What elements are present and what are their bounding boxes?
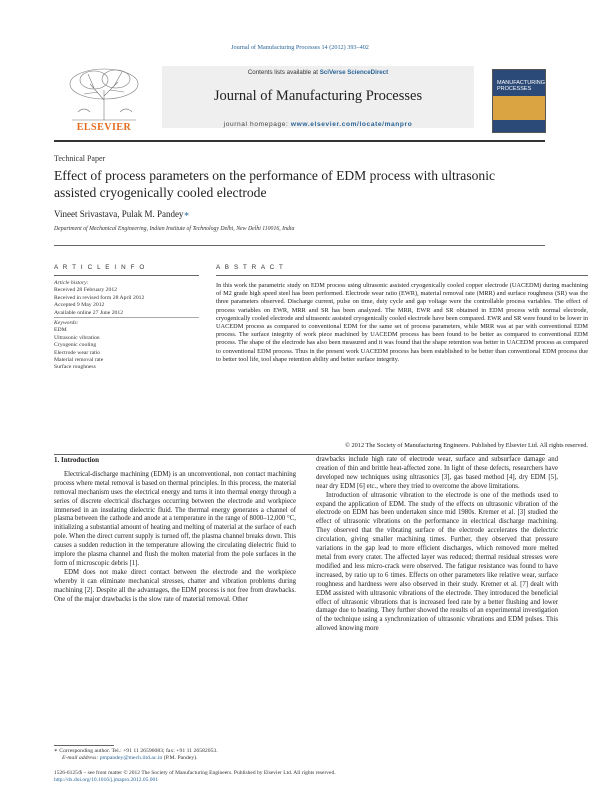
journal-reference: Journal of Manufacturing Processes 14 (2012) 393–402 xyxy=(231,44,369,51)
homepage-prefix: journal homepage: xyxy=(223,121,291,128)
page-footer xyxy=(54,770,554,784)
article-history xyxy=(54,280,204,317)
intro-paragraph: drawbacks include high rate of electrode wear, surface and subsurface damage and creation of thin and brittle heat-affected zone. In light of these defects, researchers have developed new techniques using ultrasonics [3], gas based method [4], dry EDM [5], near dry EDM [6] etc., where they tried to overcome the above limitations. xyxy=(316,456,558,490)
corresponding-author-mark[interactable]: ∗ xyxy=(183,209,190,219)
abstract-heading: A B S T R A C T xyxy=(216,264,285,271)
section-heading-introduction: 1. Introduction xyxy=(54,456,99,464)
issn-line: 1526-6125/$ – see front matter © 2012 The Society of Manufacturing Engineers. Published by Elsevier Ltd. All rights reserved. xyxy=(54,770,336,776)
author-names: Vineet Srivastava, Pulak M. Pandey xyxy=(54,209,184,219)
footnote xyxy=(54,748,304,762)
journal-header xyxy=(54,66,545,138)
email-link[interactable]: pmpandey@mech.iitd.ac.in xyxy=(99,755,163,761)
homepage-link[interactable]: www.elsevier.com/locate/manpro xyxy=(290,121,413,128)
email-line xyxy=(54,755,304,762)
abstract-bottom-rule xyxy=(54,454,545,455)
journal-title: Journal of Manufacturing Processes xyxy=(213,88,423,104)
keywords-label: Keywords: xyxy=(54,320,79,326)
elsevier-tree-logo xyxy=(54,66,154,128)
history-online: Available online 27 June 2012 xyxy=(54,309,124,316)
history-label: Article history: xyxy=(54,280,89,286)
keyword-item: Cryogenic cooling xyxy=(54,342,97,349)
journal-cover-thumbnail xyxy=(492,69,546,133)
keyword-item: EDM xyxy=(54,327,67,334)
contents-prefix: Contents lists available at xyxy=(247,69,320,76)
right-column xyxy=(316,456,558,634)
paper-type: Technical Paper xyxy=(54,154,106,163)
copyright: © 2012 The Society of Manufacturing Engineers. Published by Elsevier Ltd. All rights reserved. xyxy=(345,442,588,449)
intro-paragraph: Introduction of ultrasonic vibration to the electrode is one of the methods used to expand the application of EDM. The study of the effects on ultrasonic vibration of the electrode on EDM has been undertaken since mid 1980s. Kremer et al. [3] studied the effect of ultrasonic vibrations on the performance in electrical discharge machining. They observed that the vibrating surface of the electrode accelerates the dielectric circulation, giving smaller machining times. Further, they observed that pressure variations in the gap lead to more efficient discharges, which removed more melted metal from every crater. The affected layer was reduced; thermal residual stresses were modified and less micro-crack were observed. The fatigue resistance was found to have increased, by ratio up to 6 times. Effects on other parameters like relative wear, surface roughness and hardness were also observed in their study. Kremer et al. [7] dealt with EDM assisted with ultrasonic vibrations of the electrode. They introduced the beneficial effect of ultrasonic vibrations that is increased feed rate by a better flushing and lower damage due to heating. They further showed the results of an experimental investigation of the technique using a synchronization of ultrasonic vibrations and EDM pulses. This allowed knowing more xyxy=(316,491,558,633)
affiliation: Department of Mechanical Engineering, Indian Institute of Technology Delhi, New Delhi 110016, India xyxy=(54,226,295,232)
left-column xyxy=(54,456,296,605)
history-accepted: Accepted 9 May 2012 xyxy=(54,302,105,309)
contents-line xyxy=(162,69,474,76)
cover-band xyxy=(493,96,545,120)
keyword-item: Surface roughness xyxy=(54,364,96,371)
doi-link[interactable]: http://dx.doi.org/10.1016/j.jmapro.2012.05.001 xyxy=(54,777,158,783)
affiliation-rule xyxy=(54,245,545,246)
email-suffix: (P.M. Pandey). xyxy=(162,755,198,761)
keyword-item: Material removal rate xyxy=(54,357,104,364)
keywords-block xyxy=(54,320,204,372)
homepage-line xyxy=(162,121,474,128)
abstract-rule xyxy=(216,275,588,276)
keyword-item: Electrode wear ratio xyxy=(54,349,101,356)
article-info-rule xyxy=(54,275,199,276)
paper-title: Effect of process parameters on the performance of EDM process with ultrasonic assisted cryogenically cooled electrode xyxy=(54,168,496,200)
article-info-heading: A R T I C L E I N F O xyxy=(54,264,146,271)
keyword-item: Ultrasonic vibration xyxy=(54,334,100,341)
intro-paragraph: EDM does not make direct contact between the electrode and the workpiece whereby it can eliminate mechanical stresses, chatter and vibration problems during machining [2]. Despite all the advantages, the EDM process is not free from drawbacks. One of the major drawbacks is the slow rate of material removal. Other xyxy=(54,568,296,603)
footnote-rule xyxy=(54,745,114,746)
header-rule xyxy=(54,140,545,142)
corresponding-author-note: ∗ Corresponding author. Tel.: +91 11 26596083; fax: +91 11 26582053. xyxy=(54,748,218,754)
keywords-rule xyxy=(54,317,199,318)
abstract-text: In this work the parametric study on EDM process using ultrasonic assisted cryogenically cooled copper electrode (UACEDM) during machining of M2 grade high speed steel has been performed. Electrode wear ratio (EWR), material removal rate (MRR) and surface roughness (SR) was the three parameters observed. Discharge current, pulse on time, duty cycle and gap voltage were the controllable process variables. The effect of process variables on EWR, MRR and SR has been analyzed. The MRR, EWR and SR obtained in EDM process with normal electrode, cryogenically cooled electrode and ultrasonic assisted cryogenically cooled electrode have been compared. EWR and SR were found to be lower in UACEDM process as compared to conventional EDM for the same set of process parameters, while MRR was at par with conventional EDM process. The surface integrity of work piece machined by UACEDM process has been found to be better as compared to conventional EDM process. The shape of the electrode has also been measured and it was found that the shape retention was better in UACEDM process as compared to conventional EDM process. Thus in the present work UACEDM process has been established to be better than conventional EDM process due to better tool life, tool shape retention ability and better surface integrity. xyxy=(216,282,588,363)
cover-text: MANUFACTURING PROCESSES xyxy=(497,80,545,92)
email-label: E-mail address: xyxy=(62,755,100,761)
intro-paragraph: Electrical-discharge machining (EDM) is an unconventional, non contact machining process where metal removal is based on thermal principles. In this process, the material removal mechanism uses the electrical energy and turns it into thermal energy through a series of discrete electrical discharges occurring between the electrode and workpiece immersed in an insulating dielectric fluid. The thermal energy generates a channel of plasma between the cathode and anode at a temperature in the range of 8000–12,000 °C, initializing a substantial amount of heating and melting of material at the surface of each pole. When the direct current supply is turned off, the plasma channel breaks down. This causes a sudden reduction in the temperature allowing the circulating dielectric fluid to implore the plasma channel and flush the molten material from the pole surfaces in the form of microscopic debris [1]. xyxy=(54,470,296,567)
sciverse-link[interactable]: SciVerse ScienceDirect xyxy=(319,69,389,76)
authors xyxy=(54,209,190,220)
history-received: Received 28 February 2012 xyxy=(54,287,118,294)
history-revised: Received in revised form 28 April 2012 xyxy=(54,294,145,301)
publisher-name: ELSEVIER xyxy=(76,122,132,133)
